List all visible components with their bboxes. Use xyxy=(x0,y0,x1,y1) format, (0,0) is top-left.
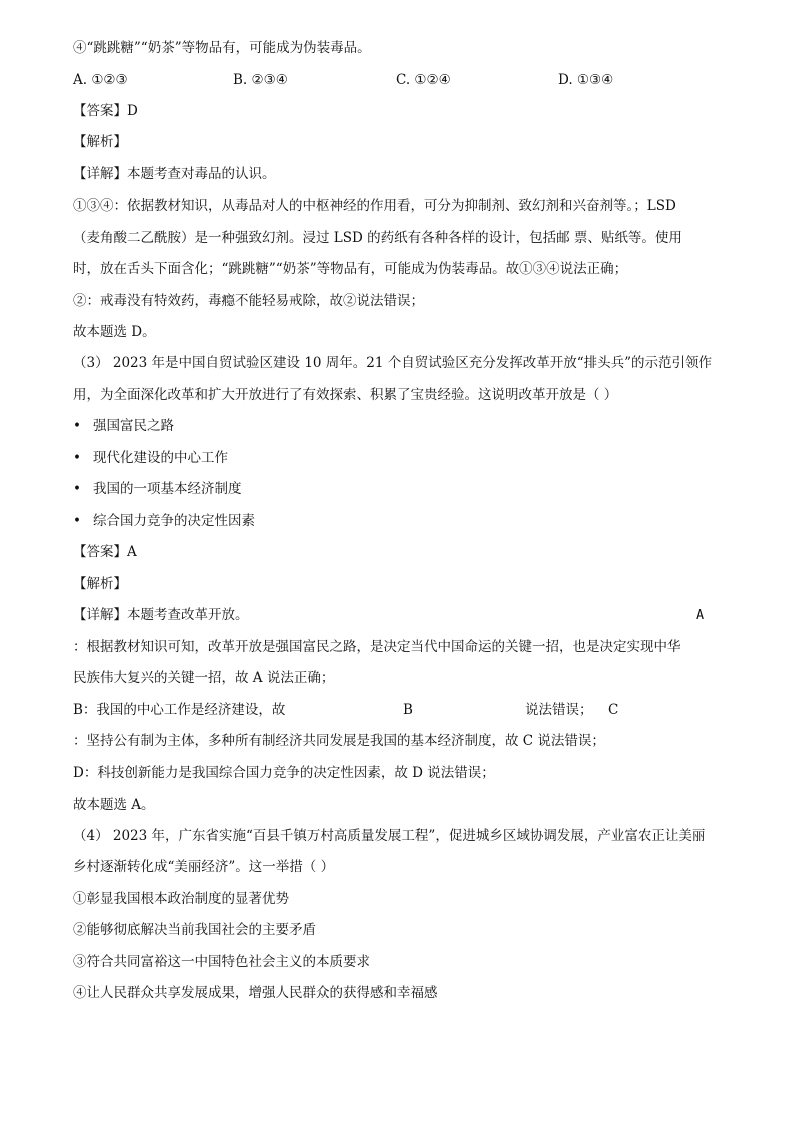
q3-explain-a-line-2: 民族伟大复兴的关键一招，故 A 说法正确； xyxy=(73,670,335,686)
q2-analysis-heading: 【解析】 xyxy=(73,134,127,150)
option-b: B. ②③④ xyxy=(233,72,288,88)
q2-conclusion: 故本题选 D。 xyxy=(73,324,156,340)
q4-stem-line-1: （4） 2023 年，广东省实施“百县千镇万村高质量发展工程”，促进城乡区域协调发展，产业富农正让美丽 xyxy=(73,828,706,844)
choice-text: 现代化建设的中心工作 xyxy=(93,450,228,466)
q4-item-2: ②能够彻底解决当前我国社会的主要矛盾 xyxy=(73,922,316,938)
q3-marker-a: A xyxy=(696,607,705,623)
q3-explain-b xyxy=(73,700,713,720)
explain-c-letter: C xyxy=(608,702,619,718)
q2-answer: 【答案】D xyxy=(73,103,138,119)
explain-b-letter: B xyxy=(403,702,413,718)
q3-stem-line-1: （3） 2023 年是中国自贸试验区建设 10 周年。21 个自贸试验区充分发挥改革开放“排头兵”的示范引领作 xyxy=(73,355,713,371)
q4-item-1: ①彰显我国根本政治制度的显著优势 xyxy=(73,891,289,907)
q3-explain-c: ：坚持公有制为主体，多种所有制经济共同发展是我国的基本经济制度，故 C 说法错误； xyxy=(73,733,605,749)
q3-choice-a xyxy=(73,416,174,436)
option-c: C. ①②④ xyxy=(396,72,451,88)
q2-explain-line-2: （麦角酸二乙酰胺）是一种强致幻剂。浸过 LSD 的药纸有各种各样的设计，包括邮 票、贴纸等。使用 xyxy=(73,230,682,246)
q4-stem-line-2: 乡村逐渐转化成“美丽经济”。这一举措（ ） xyxy=(73,859,335,875)
q4-item-4: ④让人民群众共享发展成果，增强人民群众的获得感和幸福感 xyxy=(73,985,438,1001)
q2-options xyxy=(73,70,713,90)
q3-conclusion: 故本题选 A。 xyxy=(73,797,155,813)
bullet-icon: • xyxy=(73,418,81,434)
q3-stem-line-2: 用，为全面深化改革和扩大开放进行了有效探索、积累了宝贵经验。这说明改革开放是（ ） xyxy=(73,387,618,403)
q3-detail: 【详解】本题考查改革开放。 xyxy=(73,607,249,623)
explain-b-text: B：我国的中心工作是经济建设，故 xyxy=(73,702,286,718)
option-a: A. ①②③ xyxy=(73,72,128,88)
choice-text: 我国的一项基本经济制度 xyxy=(93,481,242,497)
q4-item-3: ③符合共同富裕这一中国特色社会主义的本质要求 xyxy=(73,954,370,970)
q3-choice-d xyxy=(73,511,255,531)
q3-choice-c xyxy=(73,479,242,499)
bullet-icon: • xyxy=(73,450,81,466)
q2-explain-line-3: 时，放在舌头下面含化；“跳跳糖”“奶茶”等物品有，可能成为伪装毒品。故①③④说法正确； xyxy=(73,261,628,277)
q2-explain-line-1: ①③④：依据教材知识，从毒品对人的中枢神经的作用看，可分为抑制剂、致幻剂和兴奋剂等。；LSD xyxy=(73,198,676,214)
q3-choice-b xyxy=(73,448,228,468)
choice-text: 综合国力竞争的决定性因素 xyxy=(93,513,255,529)
choice-text: 强国富民之路 xyxy=(93,418,174,434)
q2-explain-line-4: ②：戒毒没有特效药，毒瘾不能轻易戒除，故②说法错误； xyxy=(73,293,424,309)
bullet-icon: • xyxy=(73,513,81,529)
explain-b-suffix: 说法错误； xyxy=(525,702,593,718)
q3-analysis-heading: 【解析】 xyxy=(73,576,127,592)
q3-answer: 【答案】A xyxy=(73,544,137,560)
q3-explain-a-line-1: ：根据教材知识可知，改革开放是强国富民之路，是决定当代中国命运的关键一招，也是决定实现中华 xyxy=(73,639,681,655)
option-d: D. ①③④ xyxy=(558,72,614,88)
q2-item-4: ④“跳跳糖”“奶茶”等物品有，可能成为伪装毒品。 xyxy=(73,40,371,56)
bullet-icon: • xyxy=(73,481,81,497)
q3-explain-d: D：科技创新能力是我国综合国力竞争的决定性因素，故 D 说法错误； xyxy=(73,765,495,781)
q2-detail: 【详解】本题考查对毒品的认识。 xyxy=(73,166,276,182)
